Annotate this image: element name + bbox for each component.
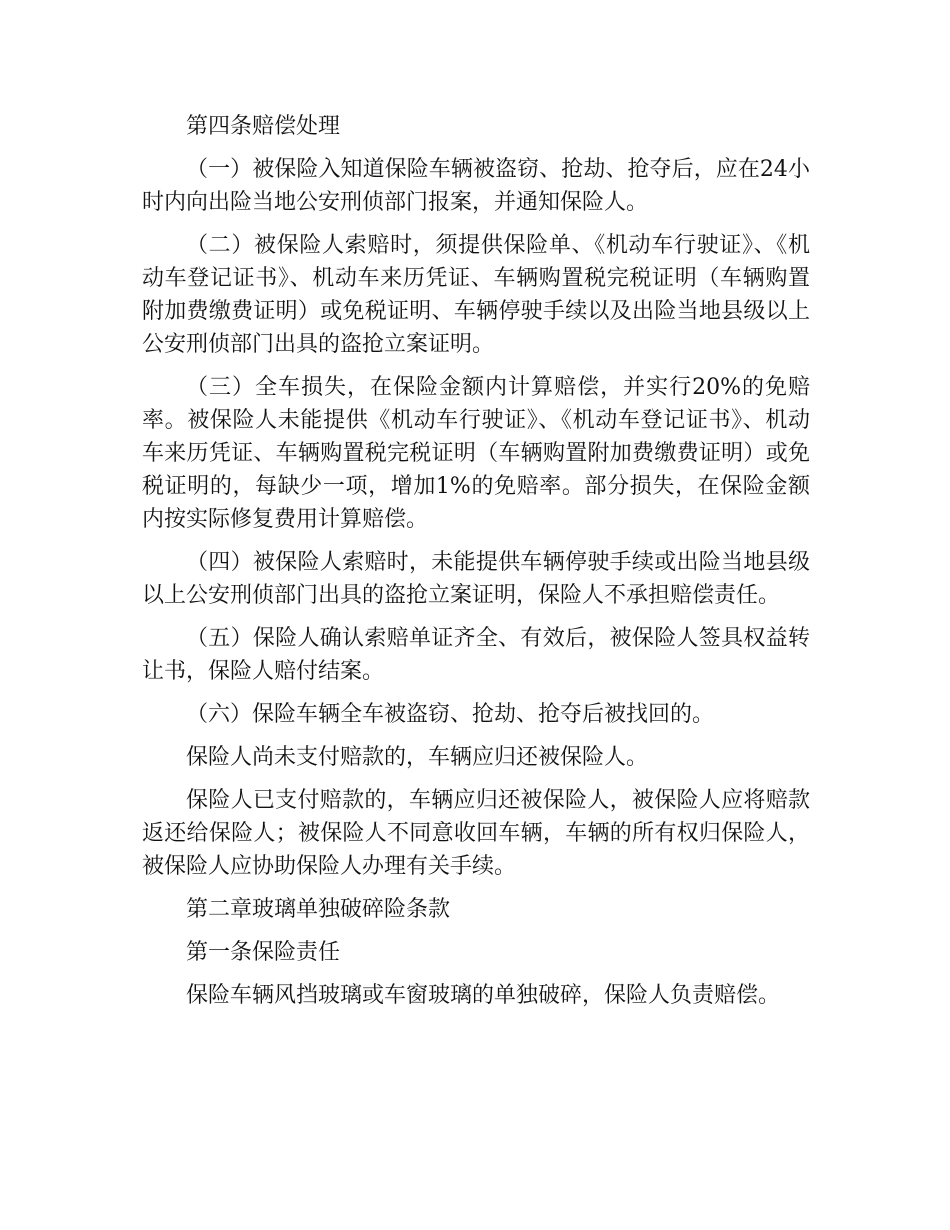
paragraph: （一）被保险入知道保险车辆被盗窃、抢劫、抢夺后，应在24小时内向出险当地公安刑侦部门报案，并通知保险人。 (142, 157, 810, 215)
section-heading: 第四条赔偿处理 (186, 114, 341, 139)
paragraph: （五）保险人确认索赔单证齐全、有效后，被保险人签具权益转让书，保险人赔付结案。 (142, 626, 810, 684)
paragraph: 保险车辆风挡玻璃或车窗玻璃的单独破碎，保险人负责赔偿。 (186, 983, 781, 1008)
document-page (142, 110, 810, 1022)
paragraph: （六）保险车辆全车被盗窃、抢劫、抢夺后被找回的。 (186, 702, 715, 727)
chapter-heading: 第二章玻璃单独破碎险条款 (186, 897, 451, 922)
section-heading: 第一条保险责任 (186, 940, 341, 965)
paragraph: （四）被保险人索赔时，未能提供车辆停驶手续或出险当地县级以上公安刑侦部门出具的盗抢立案证明，保险人不承担赔偿责任。 (142, 550, 810, 608)
paragraph: （二）被保险人索赔时，须提供保险单、《机动车行驶证》、《机动车登记证书》、机动车来历凭证、车辆购置税完税证明（车辆购置附加费缴费证明）或免税证明、车辆停驶手续以及出险当地县级以上公安刑侦部门出具的盗抢立案证明。 (142, 233, 810, 357)
paragraph: （三）全车损失，在保险金额内计算赔偿，并实行20%的免赔率。被保险人未能提供《机动车行驶证》、《机动车登记证书》、机动车来历凭证、车辆购置税完税证明（车辆购置附加费缴费证明）或免税证明的，每缺少一项，增加1%的免赔率。部分损失，在保险金额内按实际修复费用计算赔偿。 (142, 375, 810, 532)
paragraph: 保险人尚未支付赔款的，车辆应归还被保险人。 (186, 745, 649, 770)
paragraph: 保险人已支付赔款的，车辆应归还被保险人，被保险人应将赔款返还给保险人；被保险人不同意收回车辆，车辆的所有权归保险人，被保险人应协助保险人办理有关手续。 (142, 788, 810, 879)
